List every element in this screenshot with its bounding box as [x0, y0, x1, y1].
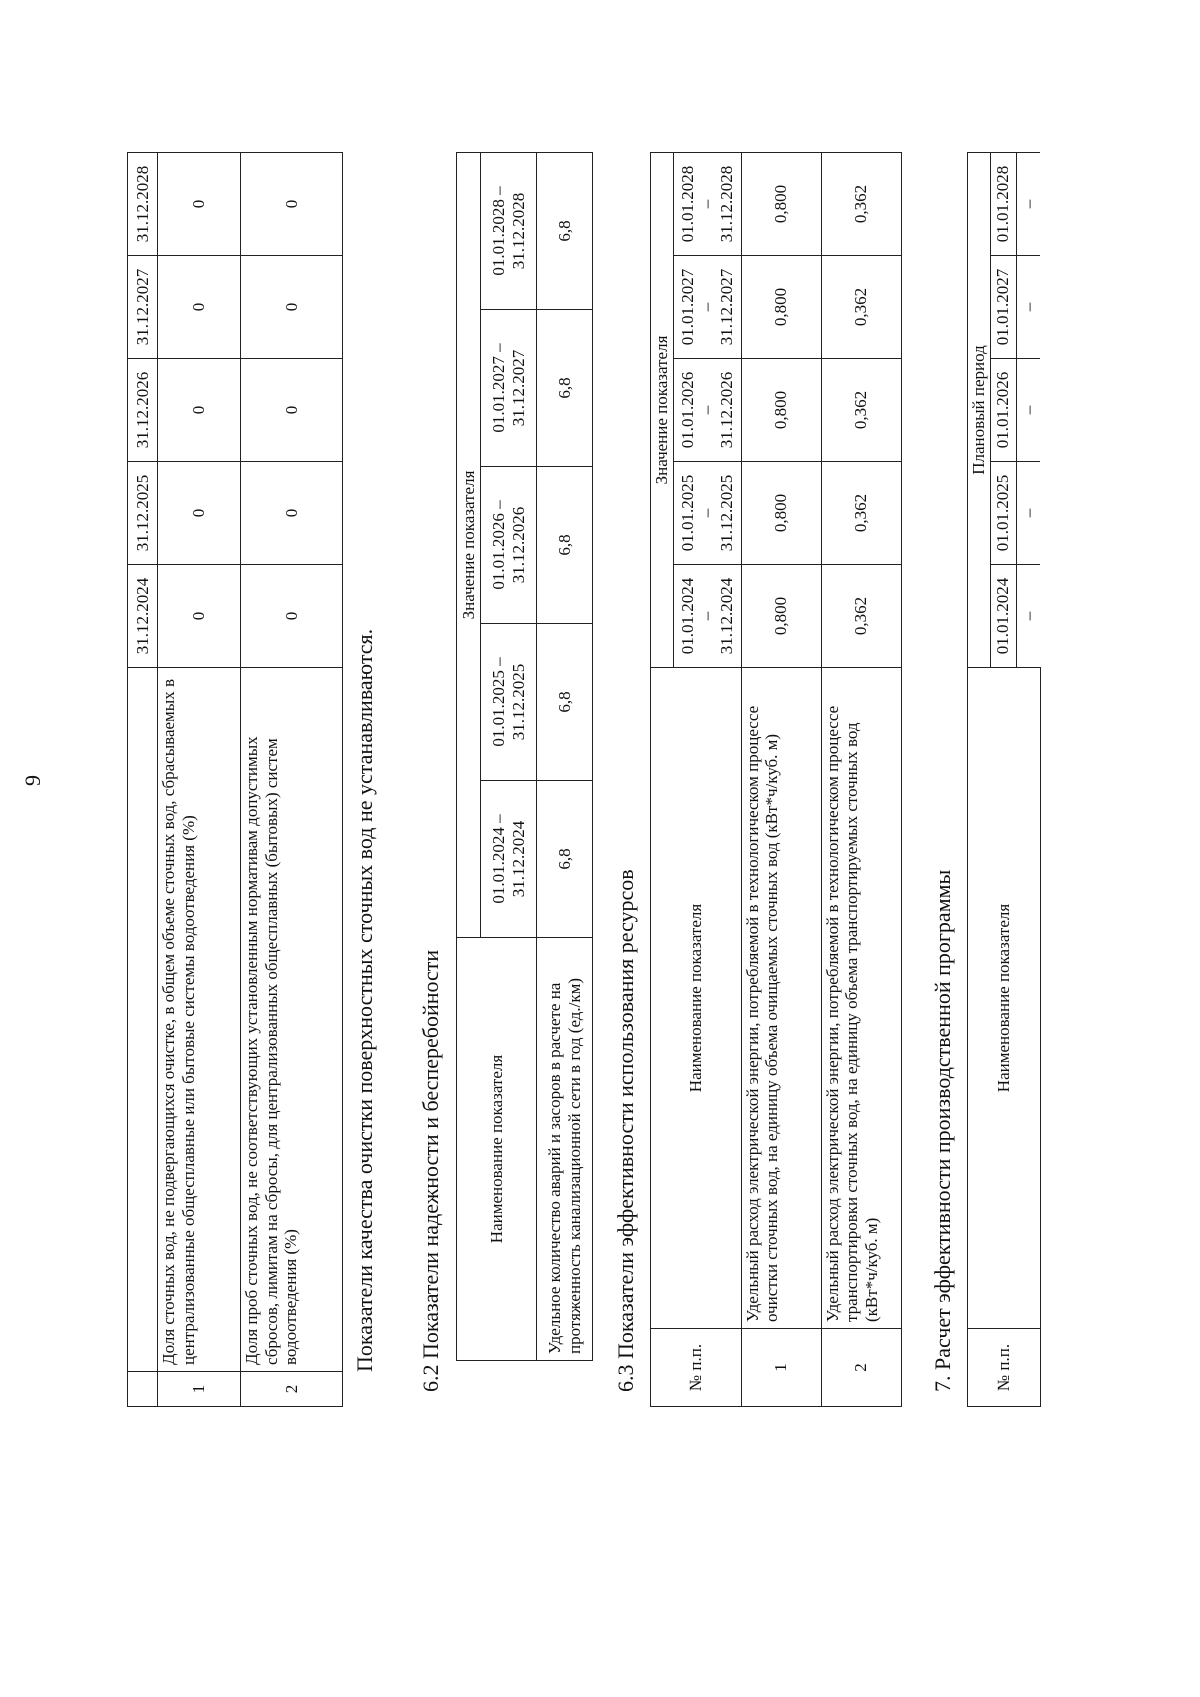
- period-header: 01.01.2025 – 31.12.2025: [481, 624, 537, 781]
- indicator-name-header: Наименование показателя: [968, 668, 1041, 1329]
- table-row: [241, 153, 343, 1407]
- table-header-row: [128, 153, 158, 1407]
- value-cell: 0: [241, 462, 343, 565]
- period-header: 01.01.2024 – 31.12.2024: [481, 781, 537, 938]
- value-cell: 0: [158, 153, 241, 256]
- date-header: 31.12.2026: [128, 359, 158, 462]
- date-header: 01.01.2025: [990, 462, 1016, 565]
- value-cell: 0,362: [821, 152, 901, 255]
- value-cell: 0,800: [741, 462, 821, 565]
- value-cell: 6,8: [537, 624, 593, 781]
- header-name-cell: [128, 668, 158, 1372]
- value-cell: 6,8: [537, 152, 593, 309]
- value-cell: 0,362: [821, 256, 901, 359]
- page-number: 9: [20, 775, 45, 786]
- table-row: [741, 152, 821, 1406]
- value-cell: 0,800: [741, 152, 821, 255]
- value-header: Значение показателя: [651, 152, 674, 667]
- indicator-name: Доля сточных вод, не подвергающихся очистке, в общем объеме сточных вод, сбрасываемых в централизованные общесплавные или бытовые системы водоотведения (%): [158, 668, 241, 1372]
- value-cell: 0: [158, 359, 241, 462]
- table-header-row: [651, 152, 674, 1406]
- date-header: 31.12.2025: [128, 462, 158, 565]
- program-efficiency-table: [967, 152, 1041, 1407]
- period-header: 01.01.2026 – 31.12.2026: [481, 467, 537, 624]
- value-cell: 0,800: [741, 359, 821, 462]
- section-7-title: 7. Расчет эффективности производственной программы: [930, 869, 955, 1392]
- value-cell: 0: [158, 565, 241, 668]
- dash-cell: –: [1016, 256, 1040, 359]
- plan-period-header: Плановый период: [968, 152, 991, 667]
- date-header: 31.12.2028: [128, 153, 158, 256]
- header-num-cell: [128, 1372, 158, 1407]
- date-header: 01.01.2026: [990, 359, 1016, 462]
- indicator-name-header: Наименование показателя: [651, 668, 742, 1329]
- period-header: 01.01.2024 – 31.12.2024: [673, 565, 741, 668]
- value-cell: 0,362: [821, 565, 901, 668]
- indicator-name: Доля проб сточных вод, не соответствующих установленным нормативам допустимых сбросов, лимитам на сбросы, для централизованных общесплавных (бытовых) систем водоотведения (%): [241, 668, 343, 1372]
- period-header: 01.01.2027 – 31.12.2027: [673, 256, 741, 359]
- period-header: 01.01.2028 – 31.12.2028: [481, 152, 537, 309]
- dash-cell: –: [1016, 152, 1040, 255]
- value-cell: 0,362: [821, 359, 901, 462]
- table-row: [537, 152, 593, 1360]
- date-header: 31.12.2024: [128, 565, 158, 668]
- reliability-table: [456, 152, 593, 1361]
- table-row: [821, 152, 901, 1406]
- value-cell: 0: [241, 565, 343, 668]
- date-header: 01.01.2027: [990, 256, 1016, 359]
- table-header-row: [968, 152, 991, 1406]
- value-cell: 6,8: [537, 467, 593, 624]
- dash-cell: –: [1016, 565, 1040, 668]
- value-cell: 0,800: [741, 565, 821, 668]
- num-header: № п.п.: [968, 1329, 1041, 1407]
- period-header: 01.01.2028 – 31.12.2028: [673, 152, 741, 255]
- period-header: 01.01.2027 – 31.12.2027: [481, 310, 537, 467]
- indicator-name: Удельный расход электрической энергии, потребляемой в технологическом процессе транспортировки сточных вод, на единицу объема транспортируемых сточных вод (кВт*ч/куб. м): [821, 668, 901, 1329]
- indicator-name: Удельный расход электрической энергии, потребляемой в технологическом процессе очистки сточных вод, на единицу объема очищаемых сточных вод (кВт*ч/куб. м): [741, 668, 821, 1329]
- dash-cell: –: [1016, 359, 1040, 462]
- table-header-row: [457, 152, 481, 1360]
- resource-efficiency-table: [650, 152, 902, 1407]
- surface-water-note: Показатели качества очистки поверхностных сточных вод не устанавливаются.: [352, 628, 377, 1372]
- date-header: 31.12.2027: [128, 256, 158, 359]
- indicator-name: Удельное количество аварий и засоров в расчете на протяженность канализационной сети в год (ед./км): [537, 938, 593, 1361]
- row-number: 1: [158, 1372, 241, 1407]
- value-cell: 0: [241, 359, 343, 462]
- value-cell: 0,362: [821, 462, 901, 565]
- value-cell: 0,800: [741, 256, 821, 359]
- value-cell: 6,8: [537, 781, 593, 938]
- row-number: 2: [821, 1329, 901, 1407]
- value-cell: 0: [241, 153, 343, 256]
- dash-cell: –: [1016, 462, 1040, 565]
- table-row: [158, 153, 241, 1407]
- num-header: № п.п.: [651, 1329, 742, 1407]
- value-cell: 0: [241, 256, 343, 359]
- value-cell: 6,8: [537, 310, 593, 467]
- date-header: 01.01.2024: [990, 565, 1016, 668]
- section-6-3-title: 6.3 Показатели эффективности использования ресурсов: [613, 869, 638, 1392]
- indicator-name-header: Наименование показателя: [457, 938, 537, 1361]
- row-number: 1: [741, 1329, 821, 1407]
- period-header: 01.01.2026 – 31.12.2026: [673, 359, 741, 462]
- row-number: 2: [241, 1372, 343, 1407]
- value-cell: 0: [158, 256, 241, 359]
- date-header: 01.01.2028: [990, 152, 1016, 255]
- value-cell: 0: [158, 462, 241, 565]
- value-header: Значение показателя: [457, 152, 481, 937]
- section-6-2-title: 6.2 Показатели надежности и бесперебойности: [418, 949, 443, 1392]
- quality-indicators-table: [127, 152, 343, 1407]
- period-header: 01.01.2025 – 31.12.2025: [673, 462, 741, 565]
